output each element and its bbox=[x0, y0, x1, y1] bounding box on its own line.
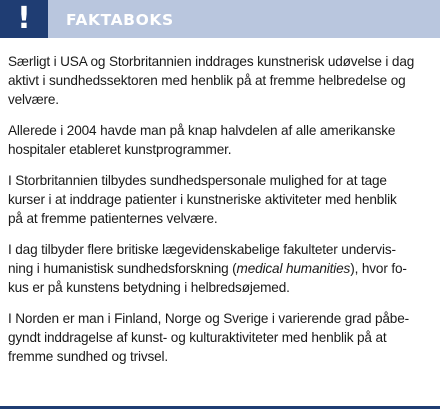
paragraph-4-line-2-end: ), hvor fo- bbox=[350, 261, 407, 276]
paragraph-4 bbox=[8, 240, 436, 297]
paragraph-4-line-1: I dag tilbyder flere britiske lægevidenskabelige fakulteter undervis- bbox=[8, 242, 396, 257]
paragraph-2 bbox=[8, 121, 436, 159]
paragraph-3 bbox=[8, 171, 436, 228]
paragraph-4-italic-term: medical humanities bbox=[236, 261, 351, 276]
paragraph-1-line-2: aktivt i sundhedssektoren med henblik på at fremme helbredelse og bbox=[8, 73, 406, 88]
fact-box-title: FAKTABOKS bbox=[66, 11, 174, 29]
paragraph-3-line-3: på at fremme patienternes velvære. bbox=[8, 211, 218, 226]
paragraph-1-line-1: Særligt i USA og Storbritannien inddrages kunstnerisk udøvelse i dag bbox=[8, 54, 415, 69]
paragraph-3-line-1: I Storbritannien tilbydes sundhedspersonale mulighed for at tage bbox=[8, 173, 387, 188]
paragraph-3-line-2: kurser i at inddrage patienter i kunstneriske aktiviteter med henblik bbox=[8, 192, 397, 207]
paragraph-5-line-3: fremme sundhed og trivsel. bbox=[8, 349, 169, 364]
paragraph-5-line-1: I Norden er man i Finland, Norge og Sverige i varierende grad påbe- bbox=[8, 311, 410, 326]
paragraph-1 bbox=[8, 52, 436, 109]
exclamation-icon: ! bbox=[17, 1, 31, 36]
alert-badge bbox=[0, 0, 48, 38]
paragraph-4-line-2-start: ning i humanistisk sundhedsforskning ( bbox=[8, 261, 237, 276]
fact-box-body bbox=[8, 52, 436, 378]
paragraph-4-line-3: kus er på kunstens betydning i helbredsøjemed. bbox=[8, 280, 290, 295]
paragraph-1-line-3: velvære. bbox=[8, 92, 59, 107]
paragraph-5 bbox=[8, 309, 436, 366]
paragraph-2-line-2: hospitaler etableret kunstprogrammer. bbox=[8, 142, 232, 157]
fact-box-header bbox=[0, 0, 440, 38]
paragraph-5-line-2: gyndt inddragelse af kunst- og kulturaktiviteter med henblik på at bbox=[8, 330, 387, 345]
paragraph-2-line-1: Allerede i 2004 havde man på knap halvdelen af alle amerikanske bbox=[8, 123, 396, 138]
